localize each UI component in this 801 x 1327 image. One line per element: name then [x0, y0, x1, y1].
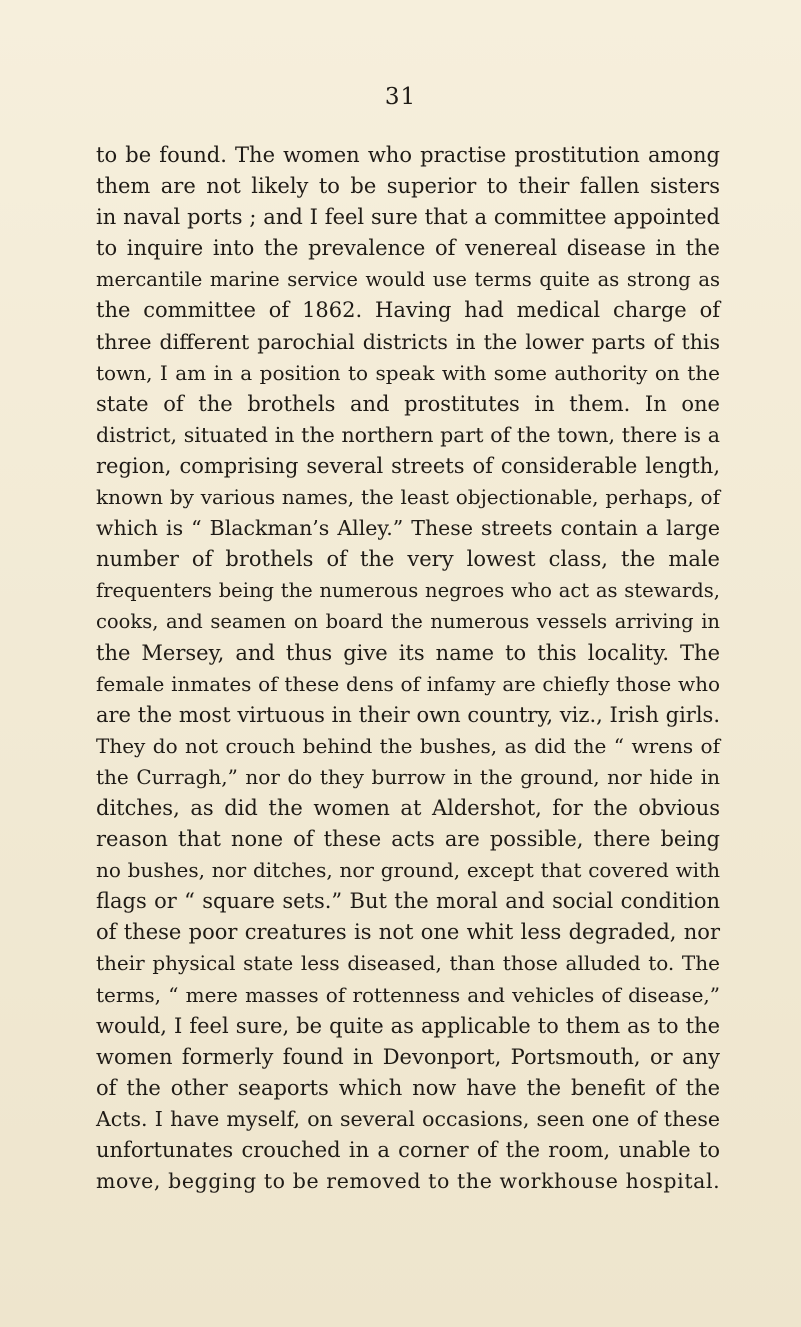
text-line: which is “ Blackman’s Alley.” These streets contain a large [96, 516, 720, 541]
text-line: in naval ports ; and I feel sure that a committee appointed [96, 205, 720, 230]
text-line: flags or “ square sets.” But the moral and social condition [96, 889, 720, 914]
text-line: their physical state less diseased, than those alluded to. The [96, 951, 720, 976]
text-line: the Curragh,” nor do they burrow in the ground, nor hide in [96, 764, 720, 789]
text-line: no bushes, nor ditches, nor ground, except that covered with [96, 858, 720, 883]
body-paragraph [96, 140, 720, 1197]
text-line: number of brothels of the very lowest class, the male [96, 547, 720, 572]
text-line: the Mersey, and thus give its name to this locality. The [96, 640, 720, 665]
text-line: three different parochial districts in the lower parts of this [96, 329, 720, 354]
text-line: terms, “ mere masses of rottenness and vehicles of disease,” [96, 982, 720, 1007]
text-line: female inmates of these dens of infamy are chiefly those who [96, 671, 720, 696]
text-line: town, I am in a position to speak with some authority on the [96, 360, 720, 385]
text-line: cooks, and seamen on board the numerous vessels arriving in [96, 610, 720, 634]
text-line: would, I feel sure, be quite as applicable to them as to the [96, 1013, 720, 1038]
text-line: them are not likely to be superior to their fallen sisters [96, 174, 720, 199]
text-line: the committee of 1862. Having had medical charge of [96, 298, 720, 323]
text-line: They do not crouch behind the bushes, as did the “ wrens of [96, 733, 720, 758]
text-line: to inquire into the prevalence of venereal disease in the [96, 236, 720, 261]
text-line: of the other seaports which now have the benefit of the [96, 1075, 720, 1100]
text-line: women formerly found in Devonport, Portsmouth, or any [96, 1044, 720, 1069]
text-line: frequenters being the numerous negroes who act as stewards, [96, 579, 720, 603]
page-number: 31 [384, 84, 417, 110]
text-line: reason that none of these acts are possible, there being [96, 827, 720, 852]
text-line: of these poor creatures is not one whit less degraded, nor [96, 920, 720, 945]
text-line: district, situated in the northern part of the town, there is a [96, 422, 720, 447]
text-line: region, comprising several streets of considerable length, [96, 453, 720, 478]
text-line: are the most virtuous in their own country, viz., Irish girls. [96, 702, 720, 727]
text-line: to be found. The women who practise prostitution among [96, 143, 720, 167]
text-line: ditches, as did the women at Aldershot, for the obvious [96, 795, 720, 820]
text-line-last: move, begging to be removed to the workhouse hospital. [96, 1169, 721, 1194]
text-line: known by various names, the least objectionable, perhaps, of [96, 485, 720, 510]
text-line: mercantile marine service would use terms quite as strong as [96, 268, 720, 292]
text-line: Acts. I have myself, on several occasions, seen one of these [96, 1106, 720, 1131]
text-line: state of the brothels and prostitutes in them. In one [96, 391, 720, 416]
text-line: unfortunates crouched in a corner of the room, unable to [96, 1138, 720, 1162]
